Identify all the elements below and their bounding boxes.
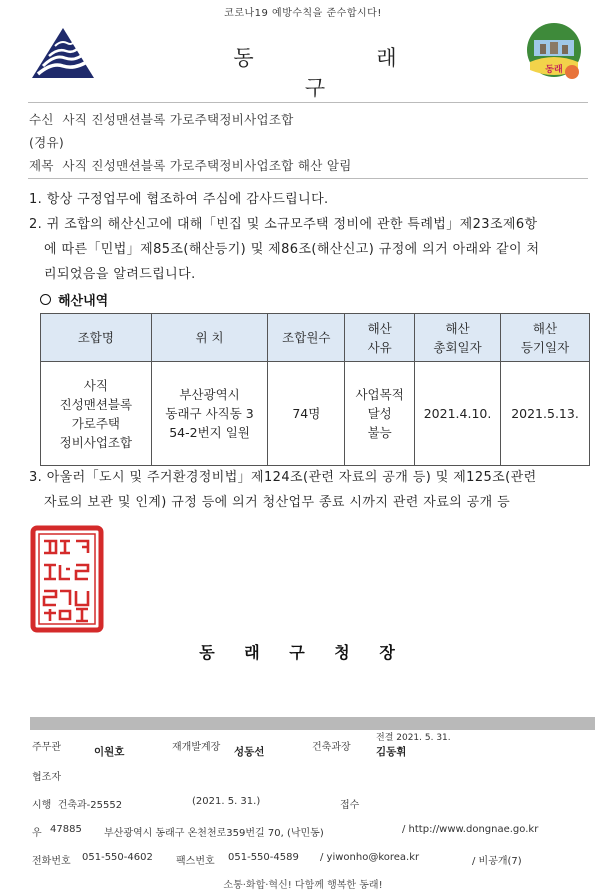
homepage-link[interactable]: / http://www.dongnae.go.kr xyxy=(402,824,539,835)
paragraph-3-line-2: 자료의 보관 및 인계) 규정 등에 의거 청산업무 종료 시까지 관련 자료의 공개 등 xyxy=(44,495,511,510)
email-link[interactable]: / yiwonho@korea.kr xyxy=(320,852,420,863)
enforce-number: 건축과-25552 xyxy=(57,800,123,811)
drafter-role: 주무관 xyxy=(32,742,61,753)
paragraph-2-line-3: 리되었음을 알려드립니다. xyxy=(44,267,196,282)
header-cell: 해산 사유 xyxy=(345,314,415,362)
phone-number: 051-550-4602 xyxy=(82,852,153,863)
footer-divider xyxy=(30,717,595,730)
recipient: 사직 진성맨션블록 가로주택정비사업조합 xyxy=(62,112,294,127)
fax-label: 팩스번호 xyxy=(176,856,215,867)
cell-location: 부산광역시 동래구 사직동 3 54-2번지 일원 xyxy=(151,362,268,466)
cell-union-name: 사직 진성맨션블록 가로주택 정비사업조합 xyxy=(41,362,152,466)
approver-name: 김동휘 xyxy=(376,746,407,758)
section-title: 해산내역 xyxy=(58,294,109,309)
circle-bullet-icon xyxy=(40,294,51,305)
cooperator-label: 협조자 xyxy=(32,772,61,783)
paragraph-2-line-2: 에 따른「민법」제85조(해산등기) 및 제86조(해산신고) 규정에 의거 아래와 같이 처 xyxy=(44,242,540,257)
org-title: 동 래 구 xyxy=(233,46,455,100)
receipt-label: 접수 xyxy=(340,800,360,811)
drafter-name: 이원호 xyxy=(94,746,125,758)
dissolution-table xyxy=(40,313,590,466)
header-cell: 해산 총회일자 xyxy=(415,314,501,362)
header-cell: 조합명 xyxy=(41,314,152,362)
divider xyxy=(28,102,588,103)
disclosure-status: / 비공개(7) xyxy=(472,856,522,867)
header-cell: 해산 등기일자 xyxy=(501,314,590,362)
address: 부산광역시 동래구 온천천로359번길 70, (낙민동) xyxy=(104,828,324,839)
enforce-line xyxy=(32,796,122,811)
reviewer-role: 재개발계장 xyxy=(172,742,221,753)
phone-label: 전화번호 xyxy=(32,856,71,867)
section-heading xyxy=(40,290,108,309)
recipient-label: 수신 xyxy=(29,112,54,127)
postal-label: 우 xyxy=(32,828,42,839)
header-cell: 위 치 xyxy=(151,314,268,362)
via-line: (경유) xyxy=(29,135,65,150)
cell-reason: 사업목적 달성 불능 xyxy=(345,362,415,466)
mascot-icon xyxy=(526,22,582,88)
postal-code: 47885 xyxy=(50,824,82,835)
subject-label: 제목 xyxy=(29,158,54,173)
official-seal-icon xyxy=(30,525,104,633)
enforce-date: (2021. 5. 31.) xyxy=(192,796,261,807)
enforce-label: 시행 xyxy=(32,800,52,811)
fax-number: 051-550-4589 xyxy=(228,852,299,863)
mayor-signature: 동 래 구 청 장 xyxy=(199,643,407,662)
table-row xyxy=(41,362,590,466)
cell-meeting-date: 2021.4.10. xyxy=(415,362,501,466)
mascot-label: 동래 xyxy=(545,65,563,75)
subject-line xyxy=(29,156,352,174)
cell-members: 74명 xyxy=(268,362,345,466)
district-emblem-icon xyxy=(30,22,96,82)
district-motto: 소통·화합·혁신! 다함께 행복한 동래! xyxy=(223,880,383,891)
paragraph-1: 1. 항상 구정업무에 협조하여 주심에 감사드립니다. xyxy=(29,192,329,207)
divider xyxy=(28,178,588,179)
table-header-row xyxy=(41,314,590,362)
covid-slogan: 코로나19 예방수칙을 준수합시다! xyxy=(224,8,382,19)
approver-role: 건축과장 xyxy=(312,742,351,753)
subject: 사직 진성맨션블록 가로주택정비사업조합 해산 알림 xyxy=(62,158,352,173)
paragraph-2-line-1: 2. 귀 조합의 해산신고에 대해「빈집 및 소규모주택 정비에 관한 특례법」제23조제6항 xyxy=(29,217,538,232)
cell-registration-date: 2021.5.13. xyxy=(501,362,590,466)
recipient-line xyxy=(29,110,294,128)
reviewer-name: 성동선 xyxy=(234,746,265,758)
paragraph-3-line-1: 3. 아울러「도시 및 주거환경정비법」제124조(관련 자료의 공개 등) 및 제125조(관련 xyxy=(29,470,537,485)
approval-note: 전결 2021. 5. 31. xyxy=(376,733,451,743)
header-cell: 조합원수 xyxy=(268,314,345,362)
